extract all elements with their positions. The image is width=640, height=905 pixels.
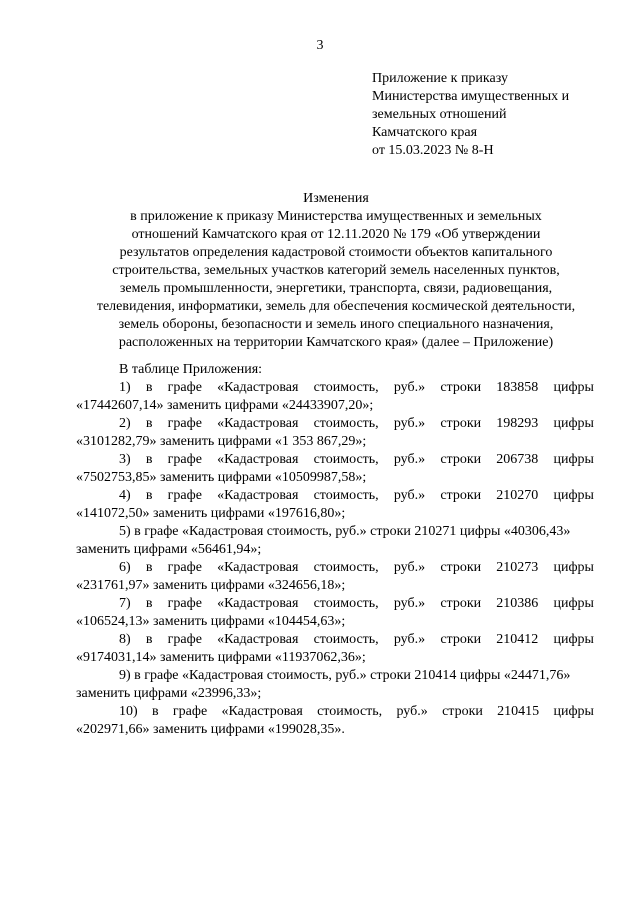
list-item-second-line: «7502753,85» заменить цифрами «10509987,58»;	[76, 470, 367, 485]
word: строки	[440, 596, 482, 611]
list-item-first-line	[76, 451, 594, 469]
word: 1)	[119, 380, 131, 395]
word: в	[145, 632, 153, 647]
word: графе	[167, 560, 202, 575]
word: руб.»	[393, 488, 426, 503]
list-item	[76, 595, 594, 631]
word: в	[145, 416, 153, 431]
word: в	[151, 704, 159, 719]
list-item-first-line	[76, 487, 594, 505]
word: графе	[167, 488, 202, 503]
word: стоимость,	[313, 488, 379, 503]
title-line: отношений Камчатского края от 12.11.2020 № 179 «Об утверждении	[131, 227, 541, 242]
word: 210273	[496, 560, 539, 575]
word: графе	[167, 452, 202, 467]
intro-line: В таблице Приложения:	[119, 362, 263, 377]
word: в	[145, 596, 153, 611]
word: графе	[167, 416, 202, 431]
list-item-second-line: «17442607,14» заменить цифрами «24433907,20»;	[76, 398, 374, 413]
annex-header-line: земельных отношений	[372, 107, 507, 122]
list-item-second-line: заменить цифрами «56461,94»;	[76, 542, 262, 557]
list-item-first-line: 5) в графе «Кадастровая стоимость, руб.» строки 210271 цифры «40306,43»	[119, 524, 571, 539]
word: строки	[440, 452, 482, 467]
list-item-first-line	[76, 415, 594, 433]
list-item	[76, 415, 594, 451]
word: графе	[167, 380, 202, 395]
word: стоимость,	[317, 704, 383, 719]
word: цифры	[553, 452, 594, 467]
list-item-second-line: «9174031,14» заменить цифрами «11937062,36»;	[76, 650, 366, 665]
word: цифры	[553, 380, 594, 395]
word: 198293	[496, 416, 539, 431]
word: строки	[440, 560, 482, 575]
word: 210415	[497, 704, 540, 719]
word: цифры	[553, 596, 594, 611]
title-line: расположенных на территории Камчатского края» (далее – Приложение)	[118, 335, 554, 350]
word: 4)	[119, 488, 131, 503]
list-item-first-line: 9) в графе «Кадастровая стоимость, руб.» строки 210414 цифры «24471,76»	[119, 668, 571, 683]
word: 210270	[496, 488, 539, 503]
word: 10)	[119, 704, 138, 719]
title-line: результатов определения кадастровой стоимости объектов капитального	[119, 245, 553, 260]
word: «Кадастровая	[217, 596, 299, 611]
word: строки	[440, 632, 482, 647]
word: стоимость,	[313, 452, 379, 467]
word: графе	[172, 704, 208, 719]
word: цифры	[553, 632, 594, 647]
list-item-first-line	[76, 559, 594, 577]
annex-header-line: Камчатского края	[372, 125, 478, 140]
list-item-second-line: «231761,97» заменить цифрами «324656,18»;	[76, 578, 346, 593]
list-item	[76, 703, 594, 739]
word: «Кадастровая	[217, 452, 299, 467]
list-item-second-line: «106524,13» заменить цифрами «104454,63»;	[76, 614, 346, 629]
word: в	[145, 380, 153, 395]
word: 3)	[119, 452, 131, 467]
word: «Кадастровая	[217, 632, 299, 647]
list-item	[76, 523, 594, 559]
word: 183858	[496, 380, 539, 395]
title-line: телевидения, информатики, земель для обеспечения космической деятельности,	[96, 299, 576, 314]
word: «Кадастровая	[217, 560, 299, 575]
annex-header	[372, 70, 612, 160]
annex-header-line: Приложение к приказу	[372, 71, 508, 86]
list-item-first-line	[76, 379, 594, 397]
word: строки	[440, 488, 482, 503]
list-item-first-line	[76, 595, 594, 613]
word: цифры	[553, 488, 594, 503]
word: графе	[167, 632, 202, 647]
word: строки	[440, 380, 482, 395]
document-body	[76, 361, 594, 739]
list-item-second-line: «202971,66» заменить цифрами «199028,35».	[76, 722, 345, 737]
list-item-second-line: «141072,50» заменить цифрами «197616,80»;	[76, 506, 346, 521]
word: руб.»	[393, 560, 426, 575]
title-line: земель обороны, безопасности и земель иного специального назначения,	[118, 317, 554, 332]
page-number: 3	[316, 38, 324, 53]
word: цифры	[553, 560, 594, 575]
title-line: строительства, земельных участков категорий земель населенных пунктов,	[112, 263, 560, 278]
list-item-first-line	[76, 631, 594, 649]
word: стоимость,	[313, 416, 379, 431]
word: «Кадастровая	[217, 380, 299, 395]
changes-list	[76, 379, 594, 739]
annex-header-line: от 15.03.2023 № 8-Н	[372, 143, 494, 158]
word: 2)	[119, 416, 131, 431]
word: строки	[440, 416, 482, 431]
title-line: земель промышленности, энергетики, транспорта, связи, радиовещания,	[119, 281, 553, 296]
word: 6)	[119, 560, 131, 575]
word: 210412	[496, 632, 539, 647]
list-item-second-line: заменить цифрами «23996,33»;	[76, 686, 262, 701]
title-heading: Изменения	[303, 191, 369, 206]
list-item	[76, 631, 594, 667]
list-item	[76, 667, 594, 703]
annex-header-line: Министерства имущественных и	[372, 89, 570, 104]
word: стоимость,	[313, 560, 379, 575]
list-item	[76, 451, 594, 487]
word: в	[145, 452, 153, 467]
title-line: в приложение к приказу Министерства имущественных и земельных	[130, 209, 542, 224]
word: 7)	[119, 596, 131, 611]
list-item-second-line: «3101282,79» заменить цифрами «1 353 867,29»;	[76, 434, 367, 449]
list-item	[76, 379, 594, 415]
word: графе	[167, 596, 202, 611]
list-item-first-line	[76, 703, 594, 721]
word: цифры	[553, 704, 594, 719]
word: строки	[442, 704, 483, 719]
word: руб.»	[393, 380, 426, 395]
word: 8)	[119, 632, 131, 647]
word: стоимость,	[313, 380, 379, 395]
word: руб.»	[393, 452, 426, 467]
word: стоимость,	[313, 596, 379, 611]
word: «Кадастровая	[217, 488, 299, 503]
word: руб.»	[393, 416, 426, 431]
list-item	[76, 559, 594, 595]
list-item	[76, 487, 594, 523]
word: руб.»	[393, 632, 426, 647]
word: руб.»	[396, 704, 428, 719]
word: стоимость,	[313, 632, 379, 647]
word: в	[145, 488, 153, 503]
word: в	[145, 560, 153, 575]
word: «Кадастровая	[217, 416, 299, 431]
word: руб.»	[393, 596, 426, 611]
word: 206738	[496, 452, 539, 467]
word: «Кадастровая	[221, 704, 303, 719]
word: 210386	[496, 596, 539, 611]
document-title	[72, 190, 600, 352]
word: цифры	[553, 416, 594, 431]
